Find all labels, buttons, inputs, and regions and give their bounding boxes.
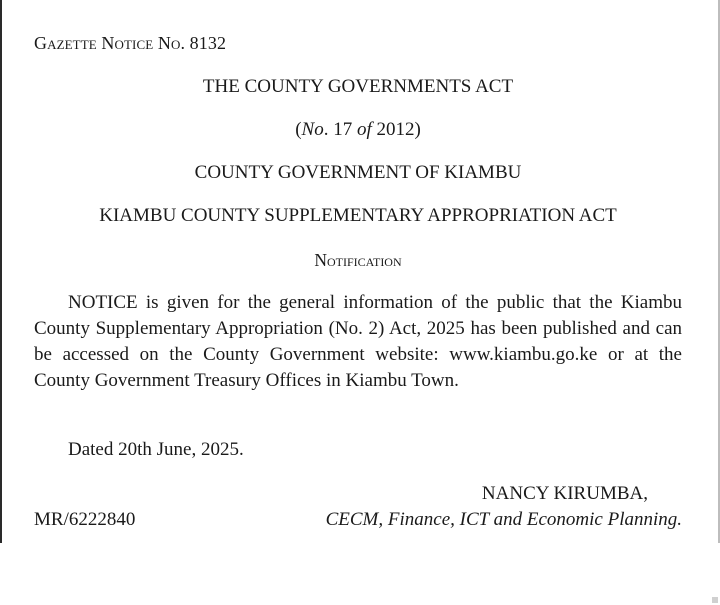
reference-code: MR/6222840: [34, 509, 136, 530]
gazette-notice-number: Gazette Notice No. 8132: [34, 33, 227, 53]
scroll-corner: [712, 597, 718, 603]
notification-label: Notification: [314, 250, 402, 270]
act-number-no-label: No: [301, 119, 324, 140]
act-number-open: (: [295, 119, 302, 140]
act-number-year: 2012): [371, 119, 421, 140]
dated-line: Dated 20th June, 2025.: [68, 439, 244, 460]
act-title: THE COUNTY GOVERNMENTS ACT: [202, 76, 514, 97]
signatory-name: NANCY KIRUMBA,: [481, 483, 648, 504]
act-number-value: . 17: [323, 119, 357, 140]
page-border-left: [0, 0, 2, 543]
act-number: [34, 119, 682, 141]
notice-body: NOTICE is given for the general information of the public that the Kiambu County Supplementary Appropriation (No. 2) Act, 2025 has been published and can be accessed on the County Government website: www.kiambu.go.ke or at the County Government Treasury Offices in Kiambu Town.: [34, 292, 682, 391]
act-number-of-label: of: [356, 119, 372, 140]
signatory-title: CECM, Finance, ICT and Economic Planning.: [325, 509, 682, 530]
county-government-heading: COUNTY GOVERNMENT OF KIAMBU: [194, 162, 522, 183]
supplementary-act-heading: KIAMBU COUNTY SUPPLEMENTARY APPROPRIATION ACT: [99, 205, 617, 226]
